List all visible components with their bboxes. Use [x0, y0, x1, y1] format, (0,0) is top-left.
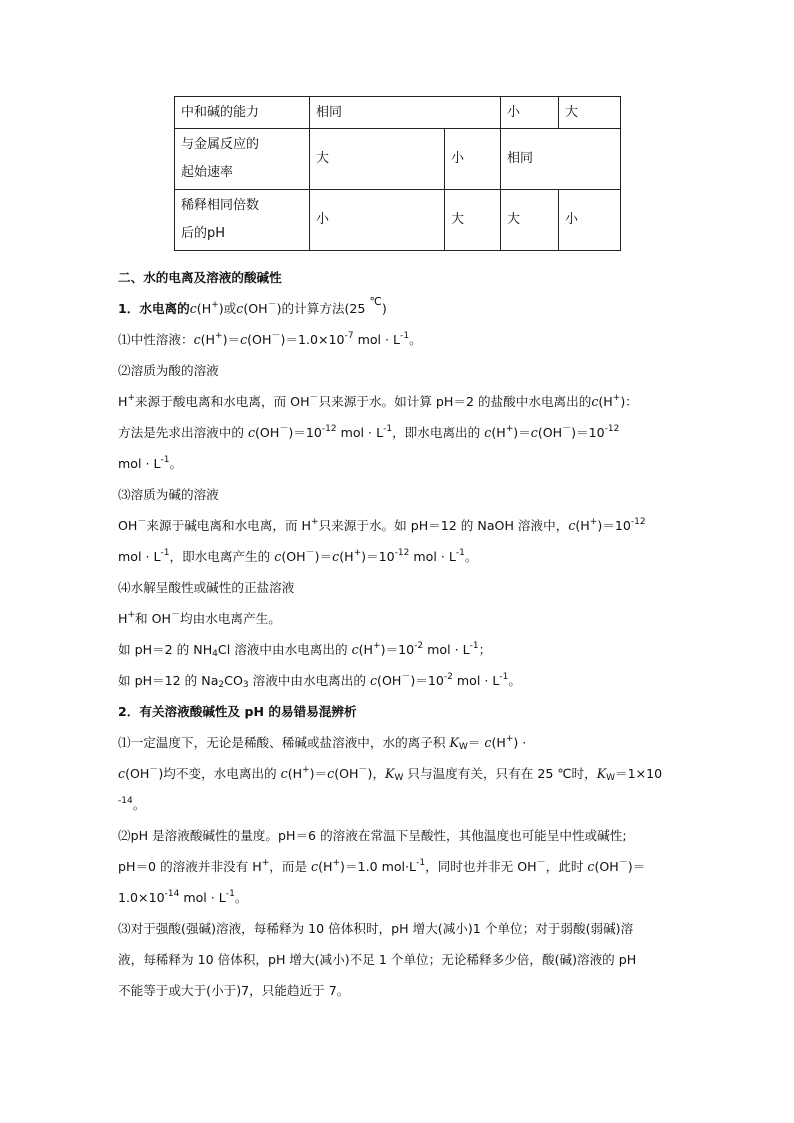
table-cell: 小: [310, 190, 445, 251]
table-row: [175, 190, 621, 251]
paragraph-line: 方法是先求出溶液中的 $c(OH^-)=10^{-12}$ mol · $L^{-1}$，即水电离出的 $c(H^+)=c(OH^-)=10^{-12}$: [118, 424, 620, 440]
paragraph-line: 如 pH＝2 的 $NH_4Cl$ 溶液中由水电离出的 $c(H^+)=10^{-2}$ mol · $L^{-1}$；: [118, 641, 492, 659]
row-label-line: 稀释相同倍数: [181, 198, 260, 213]
paragraph-line: H+来源于酸电离和水电离，而 OH－只来源于水。如计算 pH＝2 的盐酸中水电离出的c(H+)：: [118, 393, 638, 409]
table-cell: 大: [501, 190, 559, 251]
row-label: [175, 129, 310, 190]
paragraph-line: 1．水电离的c(H+)或c(OH－)的计算方法(25 ℃): [118, 295, 387, 316]
paragraph-line: ⑵pH 是溶液酸碱性的量度。pH＝6 的溶液在常温下呈酸性，其他温度也可能呈中性或碱性;: [118, 828, 627, 843]
row-label-line: 起始速率: [181, 165, 234, 180]
row-label: 中和碱的能力: [175, 97, 310, 129]
paragraph-line: ⑴中性溶液：$c(H^+)=c(OH^-)=1.0\times 10^{-7}$ mol · $L^{-1}$。: [118, 331, 422, 347]
table-cell: 小: [445, 129, 501, 190]
table-cell: 大: [310, 129, 445, 190]
paragraph-line: 如 pH＝12 的 $Na_2CO_3$ 溶液中由水电离出的 $c(OH^-)=10^{-2}$ mol · $L^{-1}$。: [118, 672, 521, 690]
table-row: [175, 97, 621, 129]
paragraph-line: ⑶溶质为碱的溶液: [118, 487, 219, 502]
row-label-line: 后的pH: [181, 226, 226, 241]
row-label-line: 与金属反应的: [181, 137, 260, 152]
table-cell: 小: [559, 190, 621, 251]
table-cell: 小: [501, 97, 559, 129]
section-heading: 二、水的电离及溶液的酸碱性: [118, 270, 282, 285]
comparison-table: [174, 96, 621, 251]
paragraph-line: $1.0\times 10^{-14}$ mol · $L^{-1}$。: [118, 889, 248, 905]
table-row: [175, 129, 621, 190]
paragraph-line: mol · $L^{-1}$。: [118, 455, 183, 471]
paragraph-line: 不能等于或大于(小于)7，只能趋近于 7。: [118, 983, 350, 998]
content-body: [118, 262, 680, 1006]
table-cell: 相同: [310, 97, 501, 129]
paragraph-line: OH－来源于碱电离和水电离，而 H+只来源于水。如 pH＝12 的 NaOH 溶液中，$c(H^+)=10^{-12}$: [118, 517, 646, 533]
section-subheading: 2．有关溶液酸碱性及 pH 的易错易混辨析: [118, 704, 357, 719]
table-cell: 相同: [501, 129, 621, 190]
paragraph-line: 液，每稀释为 10 倍体积，pH 增大(减小)不足 1 个单位；无论稀释多少倍，酸(碱)溶液的 pH: [118, 952, 637, 967]
paragraph-line: ⑷水解呈酸性或碱性的正盐溶液: [118, 580, 295, 595]
paragraph-line: $^{-14}$。: [118, 796, 146, 812]
paragraph-line: ⑶对于强酸(强碱)溶液，每稀释为 10 倍体积时，pH 增大(减小)1 个单位；对于弱酸(弱碱)溶: [118, 921, 634, 936]
paragraph-line: ⑵溶质为酸的溶液: [118, 363, 219, 378]
table-cell: 大: [559, 97, 621, 129]
paragraph-line: ⑴一定温度下，无论是稀酸、稀碱或盐溶液中，水的离子积 $K_W= c(H^+)$ ·: [118, 734, 527, 752]
paragraph-line: pH＝0 的溶液并非没有 H+，而是 c(H+)＝1.0 $mol\cdot L^{-1}$，同时也并非无 OH－，此时 c(OH－)＝: [118, 858, 646, 874]
paragraph-line: c(OH－)均不变，水电离出的 c(H+)＝c(OH－)，$K_W$ 只与温度有关，只有在 25 ℃时，$K_W=1\times 10$: [118, 765, 663, 783]
paragraph-line: H+和 OH－均由水电离产生。: [118, 610, 281, 626]
row-label: [175, 190, 310, 251]
paragraph-line: mol · $L^{-1}$，即水电离产生的 $c(OH^-)=c(H^+)=10^{-12}$ mol · $L^{-1}$。: [118, 548, 478, 564]
table-cell: 大: [445, 190, 501, 251]
